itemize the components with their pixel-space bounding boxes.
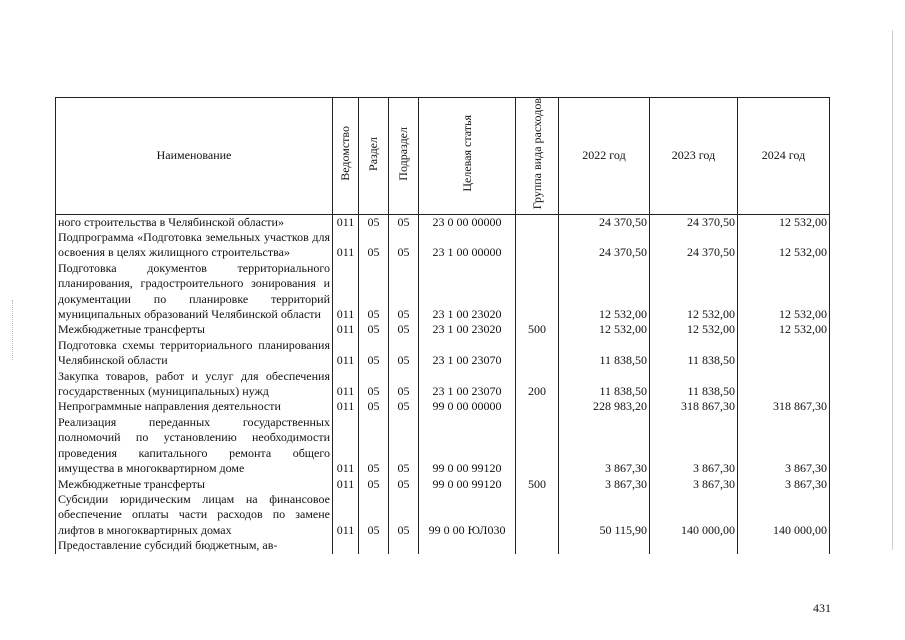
- cell-y2024: 3 867,30: [738, 415, 830, 477]
- table-row: [56, 415, 830, 477]
- cell-target: 99 0 00 00000: [419, 399, 516, 414]
- cell-expense: [516, 399, 559, 414]
- cell-dept: 011: [333, 261, 359, 323]
- cell-y2023: 3 867,30: [650, 477, 738, 492]
- cell-dept: 011: [333, 338, 359, 369]
- cell-dept: 011: [333, 322, 359, 337]
- cell-target: 99 0 00 99120: [419, 477, 516, 492]
- cell-y2024: 3 867,30: [738, 477, 830, 492]
- cell-expense: [516, 538, 559, 553]
- cell-y2022: 3 867,30: [559, 415, 650, 477]
- table-row: [56, 538, 830, 553]
- cell-dept: 011: [333, 477, 359, 492]
- cell-expense: [516, 261, 559, 323]
- cell-target: 99 0 00 ЮЛ030: [419, 492, 516, 538]
- cell-expense: 500: [516, 477, 559, 492]
- cell-section: 05: [359, 369, 389, 400]
- cell-target: 23 0 00 00000: [419, 214, 516, 230]
- cell-section: [359, 538, 389, 553]
- cell-section: 05: [359, 399, 389, 414]
- cell-target: [419, 538, 516, 553]
- table-row: [56, 261, 830, 323]
- cell-y2022: 12 532,00: [559, 261, 650, 323]
- header-dept: Ведомство: [333, 98, 359, 215]
- cell-expense: [516, 415, 559, 477]
- cell-name: Подпрограмма «Подготовка земельных участков для освоения в целях жилищного строительства»: [56, 230, 333, 261]
- cell-subsection: 05: [389, 492, 419, 538]
- table-row: [56, 477, 830, 492]
- table-row: [56, 399, 830, 414]
- cell-y2023: 318 867,30: [650, 399, 738, 414]
- cell-expense: [516, 338, 559, 369]
- scan-edge-dots: [12, 300, 14, 360]
- cell-target: 99 0 00 99120: [419, 415, 516, 477]
- cell-y2023: [650, 538, 738, 553]
- header-2023: 2023 год: [650, 98, 738, 215]
- cell-name: ного строительства в Челябинской области»: [56, 214, 333, 230]
- cell-y2023: 3 867,30: [650, 415, 738, 477]
- cell-y2024: 12 532,00: [738, 214, 830, 230]
- header-2024: 2024 год: [738, 98, 830, 215]
- cell-expense: [516, 230, 559, 261]
- cell-section: 05: [359, 261, 389, 323]
- cell-subsection: 05: [389, 214, 419, 230]
- table-row: [56, 322, 830, 337]
- header-name: Наименование: [56, 98, 333, 215]
- cell-subsection: 05: [389, 338, 419, 369]
- cell-y2023: 11 838,50: [650, 338, 738, 369]
- budget-table: [55, 97, 830, 554]
- cell-section: 05: [359, 477, 389, 492]
- table-header-row: [56, 98, 830, 215]
- cell-target: 23 1 00 23020: [419, 322, 516, 337]
- cell-y2023: 12 532,00: [650, 322, 738, 337]
- cell-subsection: 05: [389, 369, 419, 400]
- cell-section: 05: [359, 338, 389, 369]
- cell-y2024: 12 532,00: [738, 261, 830, 323]
- cell-y2024: 12 532,00: [738, 230, 830, 261]
- cell-section: 05: [359, 230, 389, 261]
- cell-dept: [333, 538, 359, 553]
- cell-subsection: 05: [389, 261, 419, 323]
- cell-dept: 011: [333, 415, 359, 477]
- cell-y2022: 11 838,50: [559, 369, 650, 400]
- cell-y2023: 11 838,50: [650, 369, 738, 400]
- cell-y2024: 140 000,00: [738, 492, 830, 538]
- table-row: [56, 214, 830, 230]
- cell-name: Межбюджетные трансферты: [56, 477, 333, 492]
- cell-subsection: 05: [389, 415, 419, 477]
- cell-dept: 011: [333, 214, 359, 230]
- cell-y2024: 318 867,30: [738, 399, 830, 414]
- cell-target: 23 1 00 23070: [419, 338, 516, 369]
- cell-name: Межбюджетные трансферты: [56, 322, 333, 337]
- cell-y2023: 140 000,00: [650, 492, 738, 538]
- cell-y2023: 24 370,50: [650, 214, 738, 230]
- header-section: Раздел: [359, 98, 389, 215]
- cell-y2022: [559, 538, 650, 553]
- cell-dept: 011: [333, 399, 359, 414]
- cell-subsection: 05: [389, 230, 419, 261]
- cell-section: 05: [359, 214, 389, 230]
- cell-expense: 200: [516, 369, 559, 400]
- table-row: [56, 369, 830, 400]
- cell-y2024: [738, 369, 830, 400]
- cell-name: Субсидии юридическим лицам на финансовое обеспечение оплаты части расходов по замене лифтов в многоквартирных домах: [56, 492, 333, 538]
- cell-expense: 500: [516, 322, 559, 337]
- cell-expense: [516, 214, 559, 230]
- cell-expense: [516, 492, 559, 538]
- page-number: 431: [813, 601, 831, 615]
- table-row: [56, 492, 830, 538]
- cell-subsection: 05: [389, 399, 419, 414]
- cell-name: Подготовка схемы территориального планирования Челябинской области: [56, 338, 333, 369]
- table-row: [56, 230, 830, 261]
- cell-y2024: [738, 538, 830, 553]
- cell-y2024: [738, 338, 830, 369]
- cell-y2024: 12 532,00: [738, 322, 830, 337]
- cell-y2022: 12 532,00: [559, 322, 650, 337]
- cell-name: Закупка товаров, работ и услуг для обеспечения государственных (муниципальных) нужд: [56, 369, 333, 400]
- cell-subsection: [389, 538, 419, 553]
- header-2022: 2022 год: [559, 98, 650, 215]
- cell-name: Предоставление субсидий бюджетным, ав-: [56, 538, 333, 553]
- header-target: Целевая статья: [419, 98, 516, 215]
- cell-section: 05: [359, 322, 389, 337]
- cell-target: 23 1 00 00000: [419, 230, 516, 261]
- cell-target: 23 1 00 23070: [419, 369, 516, 400]
- cell-target: 23 1 00 23020: [419, 261, 516, 323]
- cell-y2022: 228 983,20: [559, 399, 650, 414]
- cell-name: Непрограммные направления деятельности: [56, 399, 333, 414]
- cell-section: 05: [359, 415, 389, 477]
- cell-dept: 011: [333, 230, 359, 261]
- cell-y2022: 11 838,50: [559, 338, 650, 369]
- page-edge-rule: [892, 30, 893, 550]
- cell-y2022: 50 115,90: [559, 492, 650, 538]
- cell-subsection: 05: [389, 477, 419, 492]
- cell-dept: 011: [333, 369, 359, 400]
- cell-y2022: 24 370,50: [559, 214, 650, 230]
- cell-y2023: 12 532,00: [650, 261, 738, 323]
- header-subsection: Подраздел: [389, 98, 419, 215]
- cell-y2022: 3 867,30: [559, 477, 650, 492]
- cell-name: Реализация переданных государственных полномочий по установлению необходимости проведения капитального ремонта общего имущества в многоквартирном доме: [56, 415, 333, 477]
- cell-subsection: 05: [389, 322, 419, 337]
- table-row: [56, 338, 830, 369]
- cell-name: Подготовка документов территориального планирования, градостроительного зонирования и документации по планировке территорий муниципальных образований Челябинской области: [56, 261, 333, 323]
- cell-section: 05: [359, 492, 389, 538]
- cell-y2022: 24 370,50: [559, 230, 650, 261]
- cell-y2023: 24 370,50: [650, 230, 738, 261]
- cell-dept: 011: [333, 492, 359, 538]
- header-expense-group: Группа вида расходов: [516, 98, 559, 215]
